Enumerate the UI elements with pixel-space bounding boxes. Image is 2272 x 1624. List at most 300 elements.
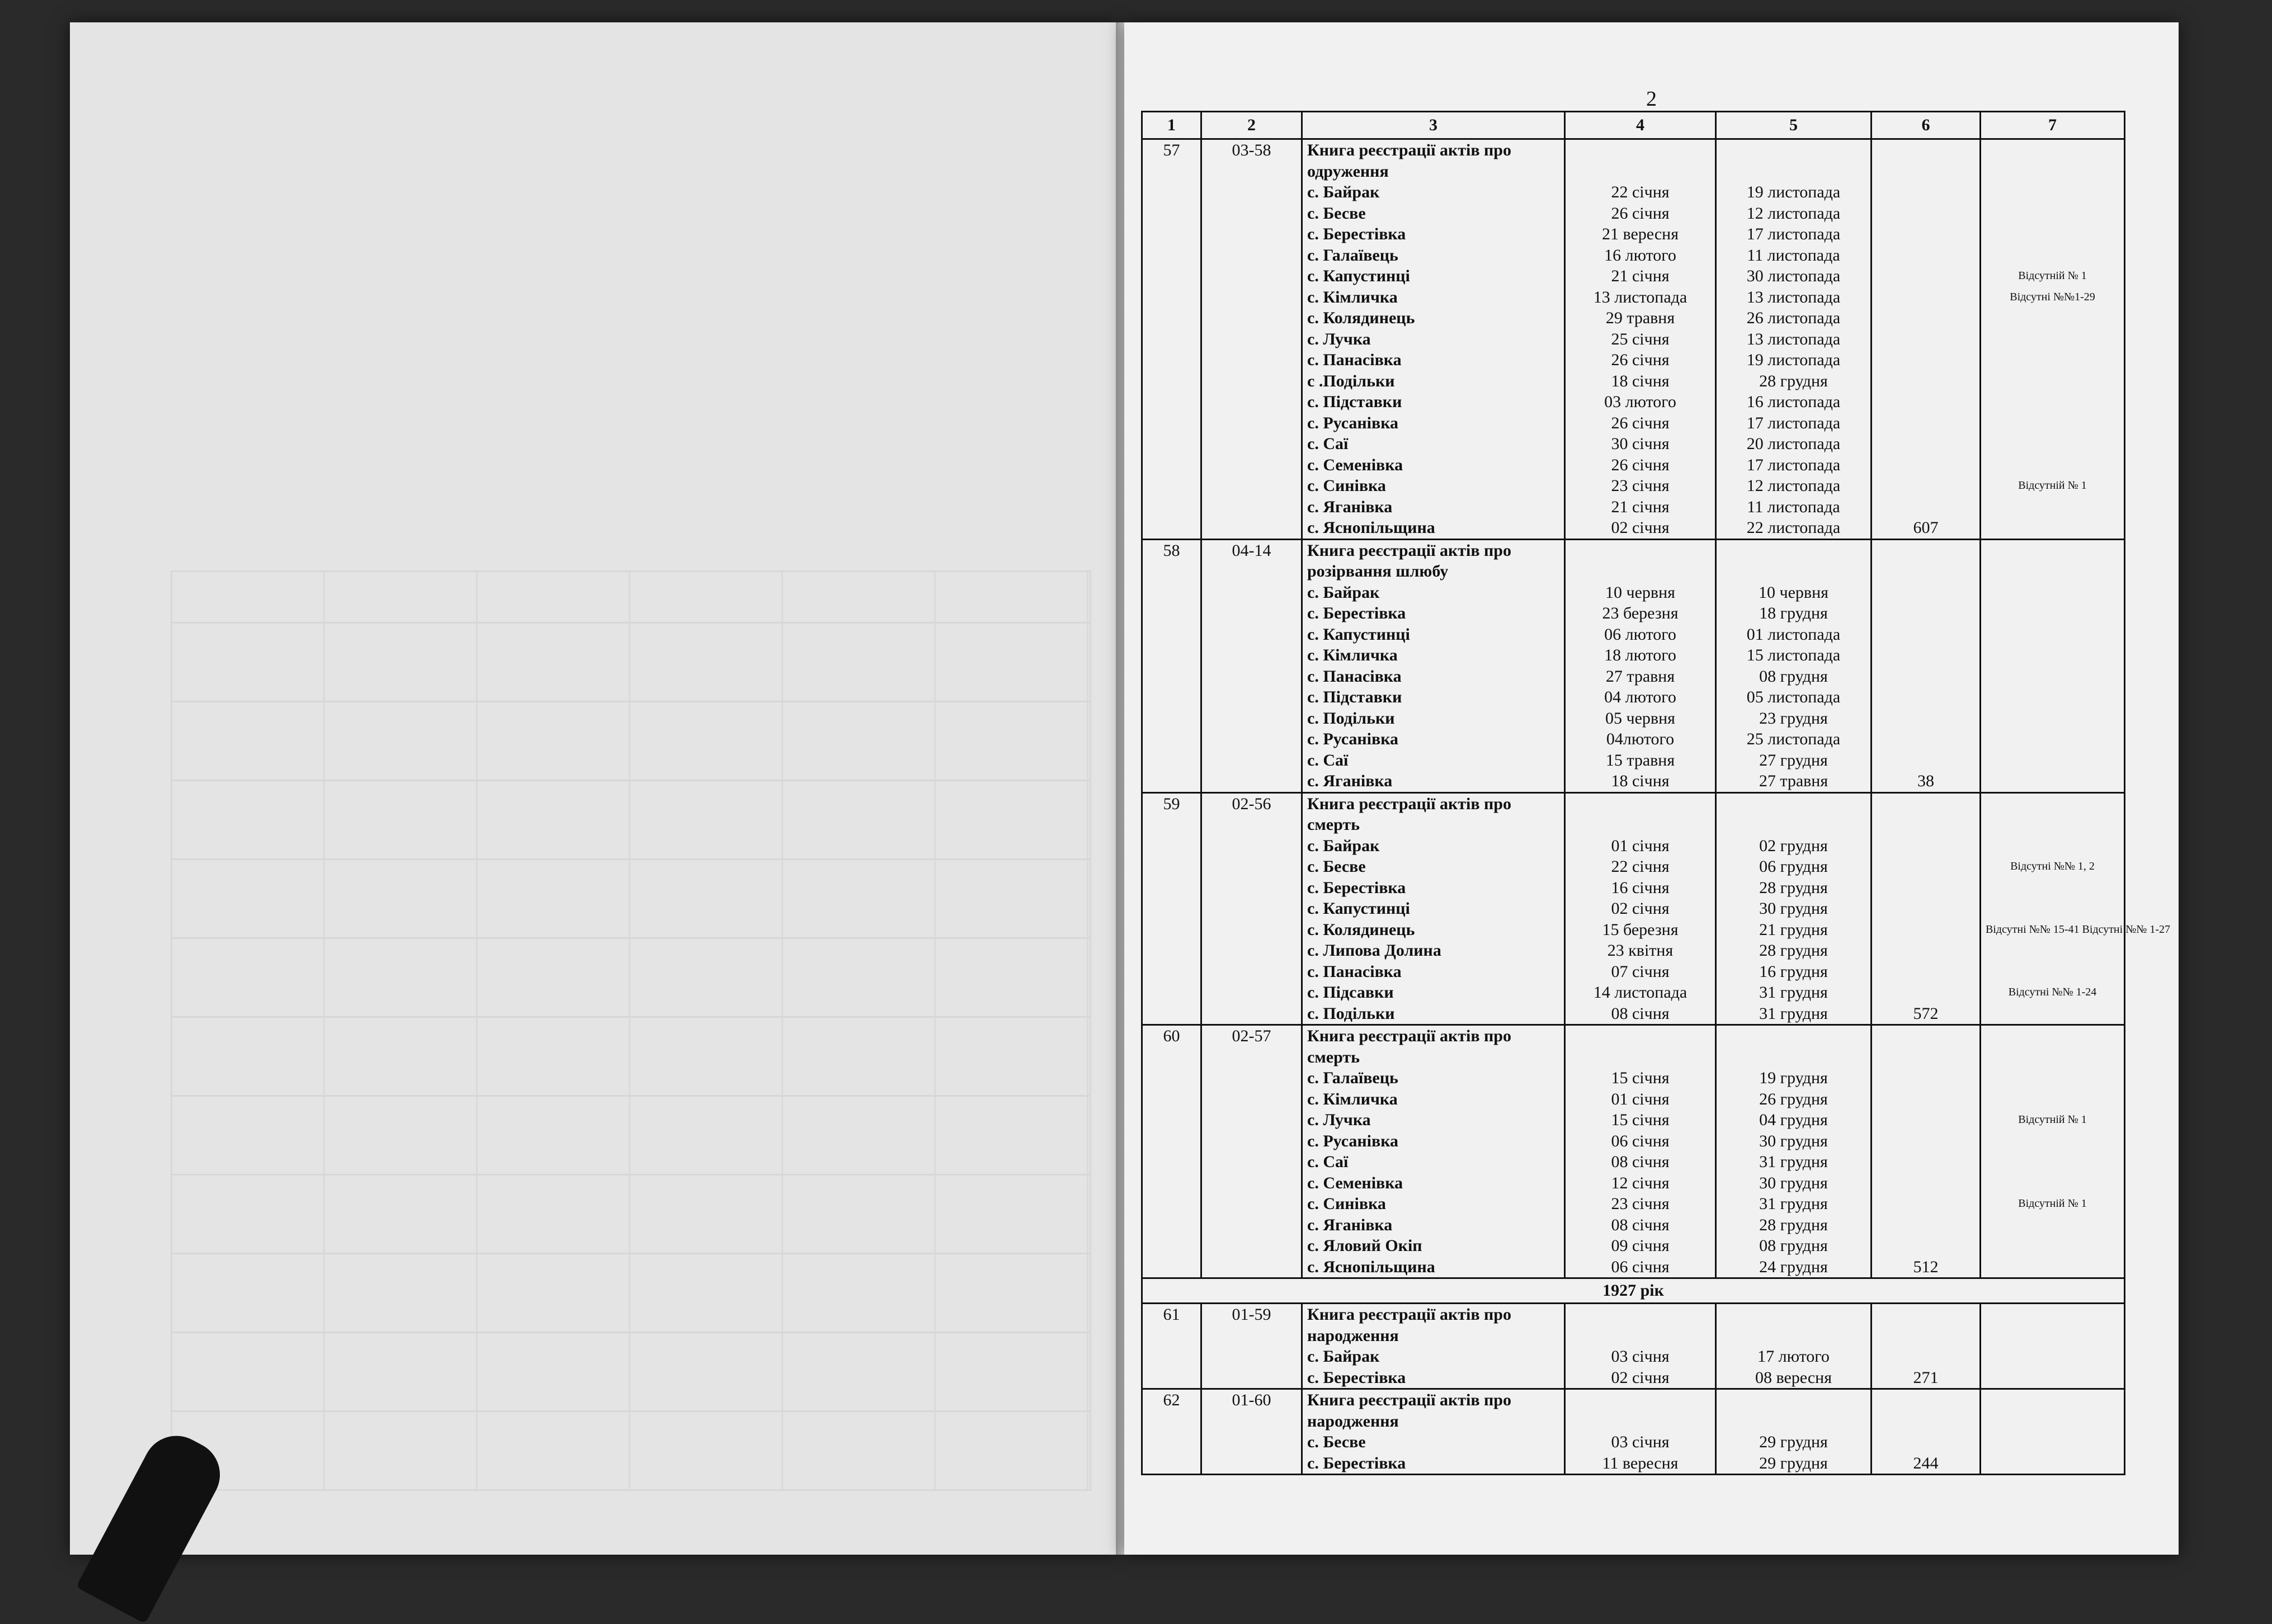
- start-date: 02 січня: [1611, 899, 1670, 918]
- sheet-count: 244: [1872, 1389, 1981, 1475]
- note-line: Відсутній № 1: [2018, 479, 2087, 492]
- end-date: 31 грудня: [1759, 1195, 1828, 1213]
- end-date: 06 грудня: [1759, 857, 1828, 876]
- row-number: 58: [1142, 539, 1201, 792]
- note-line: [1986, 1089, 2119, 1110]
- note-line: [1986, 961, 2119, 983]
- start-date: 26 січня: [1611, 455, 1670, 474]
- note-line: [1986, 771, 2119, 792]
- note-line: [1986, 1367, 2119, 1389]
- start-dates-cell: [1565, 1025, 1716, 1278]
- spacer: [1570, 1325, 1710, 1347]
- note-line: Відсутні №№ 15-41 Відсутні №№ 1-27: [1986, 923, 2171, 936]
- village-name: с. Саї: [1307, 435, 1349, 453]
- end-date: 13 листопада: [1746, 329, 1841, 348]
- spacer: [1570, 1390, 1710, 1411]
- header-cell: 5: [1716, 112, 1872, 139]
- end-date: 16 листопада: [1746, 393, 1841, 411]
- start-date: 06 лютого: [1604, 625, 1676, 644]
- spacer: [1986, 1026, 2119, 1047]
- start-date: 22 січня: [1611, 857, 1670, 876]
- end-date: 31 грудня: [1759, 1153, 1828, 1171]
- start-date: 16 лютого: [1604, 246, 1676, 265]
- note-line: [1986, 350, 2119, 371]
- note-line: [1986, 624, 2119, 645]
- end-date: 30 грудня: [1759, 1131, 1828, 1150]
- note-line: Відсутній № 1: [2018, 270, 2087, 282]
- table-row: [1142, 139, 2125, 540]
- end-date: 11 листопада: [1747, 497, 1840, 516]
- note-line: [1986, 224, 2119, 245]
- end-date: 10 червня: [1759, 583, 1828, 602]
- start-dates-cell: [1565, 539, 1716, 792]
- book-title-line: Книга реєстрації актів про: [1307, 1305, 1511, 1324]
- records-1927: [1142, 1304, 2125, 1475]
- village-name: с. Байрак: [1307, 836, 1380, 855]
- end-dates-cell: [1716, 1389, 1872, 1475]
- village-name: с. Яснопільщина: [1307, 518, 1435, 537]
- start-date: 11 вересня: [1602, 1453, 1679, 1472]
- sheet-count: 271: [1872, 1304, 1981, 1389]
- spacer: [1570, 1411, 1710, 1432]
- inventory-table: [1141, 111, 2171, 1475]
- book-title-line: Книга реєстрації актів про: [1307, 794, 1511, 813]
- notes-cell: [1981, 1025, 2125, 1278]
- row-number: 61: [1142, 1304, 1201, 1389]
- sheet-count: 512: [1872, 1025, 1981, 1278]
- start-dates-cell: [1565, 139, 1716, 540]
- end-date: 30 грудня: [1759, 899, 1828, 918]
- start-date: 02 січня: [1611, 1368, 1670, 1387]
- bleed-through-table: [171, 570, 1091, 1491]
- end-date: 02 грудня: [1759, 836, 1828, 855]
- village-name: с .Подільки: [1307, 371, 1395, 390]
- note-line: [1986, 687, 2119, 708]
- end-date: 28 грудня: [1759, 941, 1828, 960]
- spacer: [1986, 540, 2119, 561]
- end-date: 13 листопада: [1746, 287, 1841, 306]
- note-line: Відсутні №№1-29: [2010, 290, 2095, 303]
- note-line: [1986, 1453, 2119, 1474]
- note-line: [1986, 645, 2119, 666]
- village-name: с. Берестівка: [1307, 1368, 1406, 1387]
- village-name: с. Берестівка: [1307, 878, 1406, 897]
- note-line: [1986, 898, 2119, 919]
- village-name: с. Лучка: [1307, 1111, 1371, 1129]
- end-date: 28 грудня: [1759, 371, 1828, 390]
- village-name: с. Семенівка: [1307, 455, 1403, 474]
- start-date: 15 січня: [1611, 1111, 1670, 1129]
- end-date: 24 грудня: [1759, 1257, 1828, 1276]
- village-name: с. Берестівка: [1307, 1453, 1406, 1472]
- spacer: [1986, 1304, 2119, 1325]
- start-date: 13 листопада: [1593, 287, 1687, 306]
- end-date: 20 листопада: [1746, 435, 1841, 453]
- note-line: [1986, 517, 2119, 539]
- spacer: [1986, 1325, 2119, 1347]
- note-line: [1986, 582, 2119, 603]
- note-line: [1986, 1068, 2119, 1089]
- village-name: с. Лучка: [1307, 329, 1371, 348]
- start-date: 22 січня: [1611, 183, 1670, 201]
- village-name: с. Кімличка: [1307, 1089, 1398, 1108]
- start-date: 16 січня: [1611, 878, 1670, 897]
- note-line: [1986, 1432, 2119, 1453]
- book-title-cell: [1302, 1389, 1565, 1475]
- start-date: 06 січня: [1611, 1131, 1670, 1150]
- end-date: 17 лютого: [1757, 1347, 1830, 1366]
- end-date: 12 листопада: [1746, 204, 1841, 223]
- left-page: [70, 22, 1116, 1555]
- spacer: [1570, 561, 1710, 582]
- village-name: с. Саї: [1307, 1153, 1349, 1171]
- note-line: [1986, 308, 2119, 329]
- table-row: [1142, 1304, 2125, 1389]
- village-name: с. Семенівка: [1307, 1173, 1403, 1192]
- spacer: [1721, 561, 1866, 582]
- year-row: [1142, 1278, 2125, 1304]
- start-date: 26 січня: [1611, 351, 1670, 369]
- note-line: [1986, 708, 2119, 729]
- spacer: [1570, 794, 1710, 815]
- spacer: [1721, 161, 1866, 182]
- note-line: [1986, 329, 2119, 350]
- village-name: с. Яснопільщина: [1307, 1257, 1435, 1276]
- start-date: 25 січня: [1611, 329, 1670, 348]
- spacer: [1570, 1026, 1710, 1047]
- end-date: 27 травня: [1759, 772, 1828, 790]
- spacer: [1721, 140, 1866, 161]
- end-date: 01 листопада: [1746, 625, 1841, 644]
- note-line: [1986, 371, 2119, 392]
- start-date: 09 січня: [1611, 1236, 1670, 1255]
- end-date: 08 грудня: [1759, 667, 1828, 686]
- end-date: 31 грудня: [1759, 1004, 1828, 1023]
- village-name: с. Панасівка: [1307, 667, 1402, 686]
- start-date: 29 травня: [1605, 309, 1675, 327]
- village-name: с. Яганівка: [1307, 497, 1393, 516]
- village-name: с. Байрак: [1307, 183, 1380, 201]
- end-date: 26 листопада: [1746, 309, 1841, 327]
- end-date: 29 грудня: [1759, 1433, 1828, 1451]
- note-line: [1986, 1257, 2119, 1278]
- year-divider: [1142, 1278, 2125, 1304]
- row-number: 60: [1142, 1025, 1201, 1278]
- pen-object: [76, 1424, 232, 1623]
- sheet-count: 572: [1872, 792, 1981, 1025]
- village-name: с. Синівка: [1307, 476, 1386, 495]
- start-date: 08 січня: [1611, 1153, 1670, 1171]
- end-dates-cell: [1716, 1304, 1872, 1389]
- table-row: [1142, 1389, 2125, 1475]
- end-date: 04 грудня: [1759, 1111, 1828, 1129]
- header-cell: 4: [1565, 112, 1716, 139]
- start-date: 02 січня: [1611, 518, 1670, 537]
- spacer: [1721, 794, 1866, 815]
- book-spine: [1116, 22, 1124, 1555]
- end-date: 30 листопада: [1746, 267, 1841, 285]
- bleed-through-title: [70, 425, 1116, 452]
- end-date: 11 листопада: [1747, 246, 1840, 265]
- start-date: 03 січня: [1611, 1347, 1670, 1366]
- village-name: с. Яганівка: [1307, 772, 1393, 790]
- spacer: [1721, 1325, 1866, 1347]
- start-date: 26 січня: [1611, 413, 1670, 432]
- village-name: с. Липова Долина: [1307, 941, 1441, 960]
- spacer: [1570, 161, 1710, 182]
- note-line: [1986, 391, 2119, 413]
- book-title-line: Книга реєстрації актів про: [1307, 1391, 1511, 1409]
- end-date: 17 листопада: [1746, 455, 1841, 474]
- end-date: 31 грудня: [1759, 983, 1828, 1002]
- note-line: Відсутні №№ 1-24: [2008, 986, 2097, 998]
- start-date: 21 січня: [1611, 267, 1670, 285]
- notes-cell: [1981, 1304, 2125, 1389]
- village-name: с. Панасівка: [1307, 351, 1402, 369]
- sheet-count: 607: [1872, 139, 1981, 540]
- end-date: 16 грудня: [1759, 962, 1828, 981]
- spacer: [1986, 161, 2119, 182]
- start-date: 06 січня: [1611, 1257, 1670, 1276]
- end-date: 08 грудня: [1759, 1236, 1828, 1255]
- note-line: [1986, 603, 2119, 624]
- book-title-line: народження: [1307, 1326, 1399, 1345]
- end-date: 08 вересня: [1755, 1368, 1832, 1387]
- end-dates-cell: [1716, 539, 1872, 792]
- end-date: 28 грудня: [1759, 1215, 1828, 1234]
- end-date: 19 грудня: [1759, 1069, 1828, 1087]
- start-date: 18 січня: [1611, 371, 1670, 390]
- spacer: [1986, 1411, 2119, 1432]
- village-name: с. Синівка: [1307, 1195, 1386, 1213]
- notes-cell: [1981, 792, 2171, 1025]
- note-line: [1986, 1131, 2119, 1152]
- file-code: 02-56: [1201, 792, 1302, 1025]
- spacer: [1570, 814, 1710, 835]
- start-date: 08 січня: [1611, 1215, 1670, 1234]
- village-name: с. Бесве: [1307, 204, 1366, 223]
- spacer: [1986, 814, 2119, 835]
- start-date: 14 листопада: [1593, 983, 1687, 1002]
- start-date: 15 березня: [1602, 920, 1679, 939]
- end-date: 19 листопада: [1746, 351, 1841, 369]
- note-line: Відсутні №№ 1, 2: [2010, 860, 2095, 872]
- spacer: [1721, 1411, 1866, 1432]
- header-row: [1142, 112, 2125, 139]
- end-date: 23 грудня: [1759, 709, 1828, 728]
- row-number: 59: [1142, 792, 1201, 1025]
- start-date: 23 січня: [1611, 476, 1670, 495]
- village-name: с. Русанівка: [1307, 1131, 1399, 1150]
- header-cell: 3: [1302, 112, 1565, 139]
- note-line: Відсутній № 1: [2018, 1113, 2087, 1126]
- start-date: 23 березня: [1602, 604, 1679, 622]
- book-title-line: одруження: [1307, 162, 1389, 181]
- row-number: 62: [1142, 1389, 1201, 1475]
- sheet-count: 38: [1872, 539, 1981, 792]
- spacer: [1721, 1047, 1866, 1068]
- end-date: 17 листопада: [1746, 225, 1841, 243]
- end-date: 21 грудня: [1759, 920, 1828, 939]
- book-title-cell: [1302, 1304, 1565, 1389]
- book-title-line: Книга реєстрації актів про: [1307, 141, 1511, 159]
- village-name: с. Підставки: [1307, 393, 1402, 411]
- start-date: 05 червня: [1605, 709, 1675, 728]
- book-title-line: Книга реєстрації актів про: [1307, 541, 1511, 560]
- spacer: [1570, 540, 1710, 561]
- book-title-line: народження: [1307, 1411, 1399, 1431]
- book-title-line: Книга реєстрації актів про: [1307, 1027, 1511, 1045]
- spacer: [1986, 794, 2119, 815]
- start-date: 01 січня: [1611, 836, 1670, 855]
- village-name: с. Байрак: [1307, 1347, 1380, 1366]
- village-name: с. Байрак: [1307, 583, 1380, 602]
- book-title-line: смерть: [1307, 1047, 1360, 1066]
- start-date: 04лютого: [1606, 730, 1675, 748]
- file-code: 04-14: [1201, 539, 1302, 792]
- records-1926: [1142, 139, 2171, 1278]
- village-name: с. Яловий Окіп: [1307, 1236, 1422, 1255]
- note-line: [1986, 1215, 2119, 1236]
- village-name: с. Кімличка: [1307, 646, 1398, 664]
- village-name: с. Русанівка: [1307, 413, 1399, 432]
- note-line: [1986, 1003, 2119, 1025]
- year-label: 1927 рік: [1142, 1278, 2125, 1304]
- book-title-cell: [1302, 139, 1565, 540]
- end-date: 18 грудня: [1759, 604, 1828, 622]
- note-line: [1986, 729, 2119, 750]
- right-page: [1124, 22, 2179, 1555]
- note-line: [1986, 877, 2119, 899]
- spacer: [1570, 1304, 1710, 1325]
- notes-cell: [1981, 539, 2125, 792]
- file-code: 01-60: [1201, 1389, 1302, 1475]
- header-cell: 1: [1142, 112, 1201, 139]
- note-line: [1986, 433, 2119, 455]
- end-date: 12 листопада: [1746, 476, 1841, 495]
- note-line: Відсутній № 1: [2018, 1197, 2087, 1210]
- note-line: [1986, 203, 2119, 224]
- village-name: с. Галаївець: [1307, 246, 1398, 265]
- start-dates-cell: [1565, 792, 1716, 1025]
- book-title-cell: [1302, 792, 1565, 1025]
- village-name: с. Саї: [1307, 750, 1349, 769]
- file-code: 03-58: [1201, 139, 1302, 540]
- note-line: [1986, 1346, 2119, 1367]
- village-name: с. Капустинці: [1307, 267, 1410, 285]
- village-name: с. Берестівка: [1307, 225, 1406, 243]
- village-name: с. Кімличка: [1307, 287, 1398, 306]
- start-date: 04 лютого: [1604, 688, 1676, 706]
- start-date: 23 січня: [1611, 1195, 1670, 1213]
- note-line: [1986, 940, 2119, 961]
- notes-cell: [1981, 139, 2125, 540]
- start-dates-cell: [1565, 1389, 1716, 1475]
- village-name: с. Колядинець: [1307, 920, 1415, 939]
- start-date: 30 січня: [1611, 435, 1670, 453]
- book-title-cell: [1302, 539, 1565, 792]
- row-number: 57: [1142, 139, 1201, 540]
- notes-cell: [1981, 1389, 2125, 1475]
- village-name: с. Галаївець: [1307, 1069, 1398, 1087]
- bleed-through-header: [657, 145, 1049, 244]
- village-name: с. Русанівка: [1307, 730, 1399, 748]
- village-name: с. Панасівка: [1307, 962, 1402, 981]
- start-date: 21 вересня: [1601, 225, 1679, 243]
- start-date: 08 січня: [1611, 1004, 1670, 1023]
- spacer: [1986, 140, 2119, 161]
- end-date: 29 грудня: [1759, 1453, 1828, 1472]
- note-line: [1986, 413, 2119, 434]
- file-code: 01-59: [1201, 1304, 1302, 1389]
- spacer: [1721, 1026, 1866, 1047]
- end-date: 22 листопада: [1746, 518, 1841, 537]
- end-date: 28 грудня: [1759, 878, 1828, 897]
- end-date: 17 листопада: [1746, 413, 1841, 432]
- spacer: [1721, 540, 1866, 561]
- village-name: с. Яганівка: [1307, 1215, 1393, 1234]
- book-title-cell: [1302, 1025, 1565, 1278]
- table-row: [1142, 1025, 2125, 1278]
- note-line: [1986, 1151, 2119, 1173]
- end-date: 30 грудня: [1759, 1173, 1828, 1192]
- village-name: с. Підсавки: [1307, 983, 1394, 1002]
- file-code: 02-57: [1201, 1025, 1302, 1278]
- note-line: [1986, 666, 2119, 687]
- village-name: с. Підставки: [1307, 688, 1402, 706]
- end-date: 05 листопада: [1746, 688, 1841, 706]
- end-dates-cell: [1716, 792, 1872, 1025]
- book-title-line: смерть: [1307, 815, 1360, 834]
- spacer: [1570, 140, 1710, 161]
- start-date: 26 січня: [1611, 204, 1670, 223]
- note-line: [1986, 497, 2119, 518]
- note-line: [1986, 1235, 2119, 1257]
- spacer: [1986, 1047, 2119, 1068]
- start-date: 12 січня: [1611, 1173, 1670, 1192]
- spacer: [1721, 1390, 1866, 1411]
- village-name: с. Подільки: [1307, 709, 1395, 728]
- spacer: [1570, 1047, 1710, 1068]
- note-line: [1986, 455, 2119, 476]
- end-date: 26 грудня: [1759, 1089, 1828, 1108]
- start-dates-cell: [1565, 1304, 1716, 1389]
- village-name: с. Берестівка: [1307, 604, 1406, 622]
- note-line: [1986, 1173, 2119, 1194]
- start-date: 18 січня: [1611, 772, 1670, 790]
- header-cell: 7: [1981, 112, 2125, 139]
- start-date: 10 червня: [1605, 583, 1675, 602]
- end-dates-cell: [1716, 1025, 1872, 1278]
- start-date: 15 травня: [1605, 750, 1675, 769]
- end-date: 19 листопада: [1746, 183, 1841, 201]
- spacer: [1986, 1390, 2119, 1411]
- start-date: 18 лютого: [1604, 646, 1676, 664]
- note-line: [1986, 835, 2119, 857]
- start-date: 15 січня: [1611, 1069, 1670, 1087]
- spacer: [1986, 561, 2119, 582]
- village-name: с. Капустинці: [1307, 899, 1410, 918]
- start-date: 03 лютого: [1604, 393, 1676, 411]
- page-number: 2: [1646, 87, 1657, 111]
- village-name: с. Колядинець: [1307, 309, 1415, 327]
- spacer: [1721, 1304, 1866, 1325]
- end-date: 15 листопада: [1746, 646, 1841, 664]
- spacer: [1721, 814, 1866, 835]
- end-date: 25 листопада: [1746, 730, 1841, 748]
- village-name: с. Бесве: [1307, 857, 1366, 876]
- header-cell: 6: [1872, 112, 1981, 139]
